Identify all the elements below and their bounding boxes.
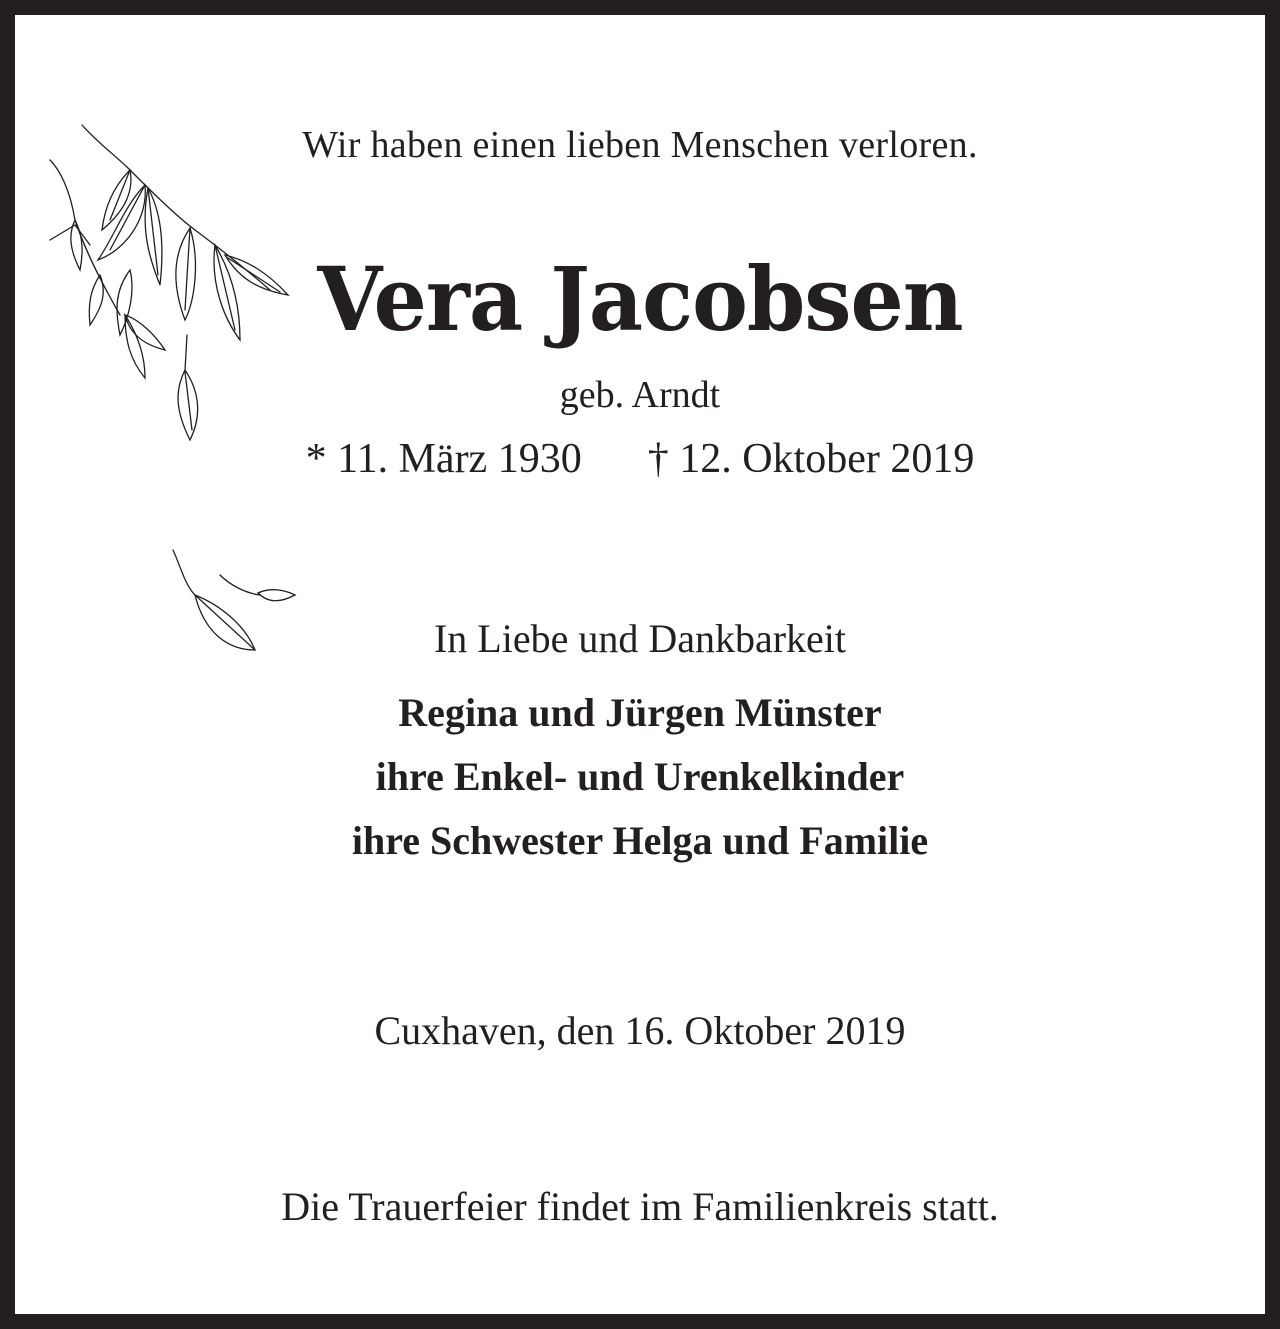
intro-line: Wir haben einen lieben Menschen verloren. [302,124,978,166]
obituary-card [15,15,1265,1314]
thanks-line: In Liebe und Dankbarkeit [433,616,847,661]
death-date: † 12. Oktober 2019 [647,436,975,482]
family-line: ihre Schwester Helga und Familie [351,818,929,863]
place-date: Cuxhaven, den 16. Oktober 2019 [374,1008,906,1053]
family-line: Regina und Jürgen Münster [398,690,882,735]
deceased-name: Vera Jacobsen [317,247,963,351]
life-dates [15,435,1265,483]
family-line: ihre Enkel- und Urenkelkinder [375,754,905,799]
birth-date: * 11. März 1930 [305,436,582,482]
maiden-name: geb. Arndt [559,374,721,416]
funeral-note: Die Trauerfeier findet im Familienkreis statt. [281,1184,999,1229]
